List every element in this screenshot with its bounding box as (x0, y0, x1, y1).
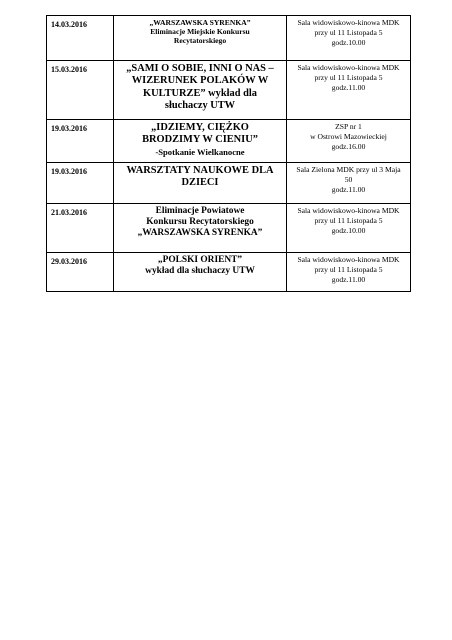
venue-line: przy ul 11 Listopada 5 (314, 28, 383, 37)
event-venue (287, 16, 411, 61)
venue-line: godz.11.00 (331, 185, 366, 194)
events-schedule-table (46, 15, 411, 292)
venue-line: godz.16.00 (331, 142, 366, 151)
event-title-line: „POLSKI ORIENT” (157, 255, 243, 265)
event-title-line: KULTURZE” wykład dla (143, 87, 257, 99)
event-title-line: DZIECI (181, 177, 219, 189)
venue-line: przy ul 11 Listopada 5 (314, 73, 383, 82)
venue-line: przy ul 11 Listopada 5 (314, 216, 383, 225)
venue-line: w Ostrowi Mazowieckiej (310, 132, 387, 141)
event-date: 29.03.2016 (47, 253, 114, 292)
event-title-line: Eliminacje Miejskie Konkursu (150, 27, 250, 36)
event-venue (287, 120, 411, 163)
venue-line: Sala Zielona MDK przy ul 3 Maja (296, 165, 401, 174)
event-title-line: Konkursu Recytatorskiego (146, 217, 254, 227)
event-title-line: WARSZTATY NAUKOWE DLA (126, 165, 274, 176)
event-title-line: -Spotkanie Wielkanocne (155, 146, 245, 157)
venue-line: Sala widowiskowo-kinowa MDK (297, 206, 400, 215)
event-title-line: słuchaczy UTW (164, 100, 236, 112)
event-title-line: Eliminacje Powiatowe (155, 206, 245, 216)
venue-line: Sala widowiskowo-kinowa MDK (297, 255, 400, 264)
event-title-line: BRODZIMY W CIENIU” (142, 134, 258, 146)
event-title (114, 16, 287, 61)
table-row (47, 16, 411, 61)
event-date: 21.03.2016 (47, 204, 114, 253)
table-row (47, 163, 411, 204)
event-date: 14.03.2016 (47, 16, 114, 61)
venue-line: godz.10.00 (331, 226, 366, 235)
event-venue (287, 61, 411, 120)
event-title (114, 163, 287, 204)
venue-line: 50 (344, 175, 353, 184)
table-row (47, 253, 411, 292)
event-title-line: Recytatorskiego (173, 36, 227, 45)
venue-line: godz.11.00 (331, 275, 366, 284)
venue-line: ZSP nr 1 (335, 122, 362, 131)
venue-line: Sala widowiskowo-kinowa MDK (297, 63, 400, 72)
event-title-line: wykład dla słuchaczy UTW (145, 266, 255, 276)
venue-line: godz.10.00 (331, 38, 366, 47)
event-title (114, 253, 287, 292)
event-date: 15.03.2016 (47, 61, 114, 120)
event-title-line: „WARSZAWSKA SYRENKA” (149, 18, 251, 27)
event-title (114, 204, 287, 253)
table-row (47, 204, 411, 253)
event-venue (287, 163, 411, 204)
event-date: 19.03.2016 (47, 120, 114, 163)
event-title (114, 61, 287, 120)
table-row (47, 61, 411, 120)
venue-line: Sala widowiskowo-kinowa MDK (297, 18, 400, 27)
venue-line: przy ul 11 Listopada 5 (314, 265, 383, 274)
event-title-line: „WARSZAWSKA SYRENKA” (137, 228, 263, 238)
table-row (47, 120, 411, 163)
event-date: 19.03.2016 (47, 163, 114, 204)
event-title-line: WIZERUNEK POLAKÓW W (131, 75, 269, 87)
event-venue (287, 204, 411, 253)
event-title-line: „IDZIEMY, CIĘŻKO (151, 122, 249, 133)
event-title (114, 120, 287, 163)
venue-line: godz.11.00 (331, 83, 366, 92)
event-venue (287, 253, 411, 292)
event-title-line: „SAMI O SOBIE, INNI O NAS – (126, 63, 274, 74)
